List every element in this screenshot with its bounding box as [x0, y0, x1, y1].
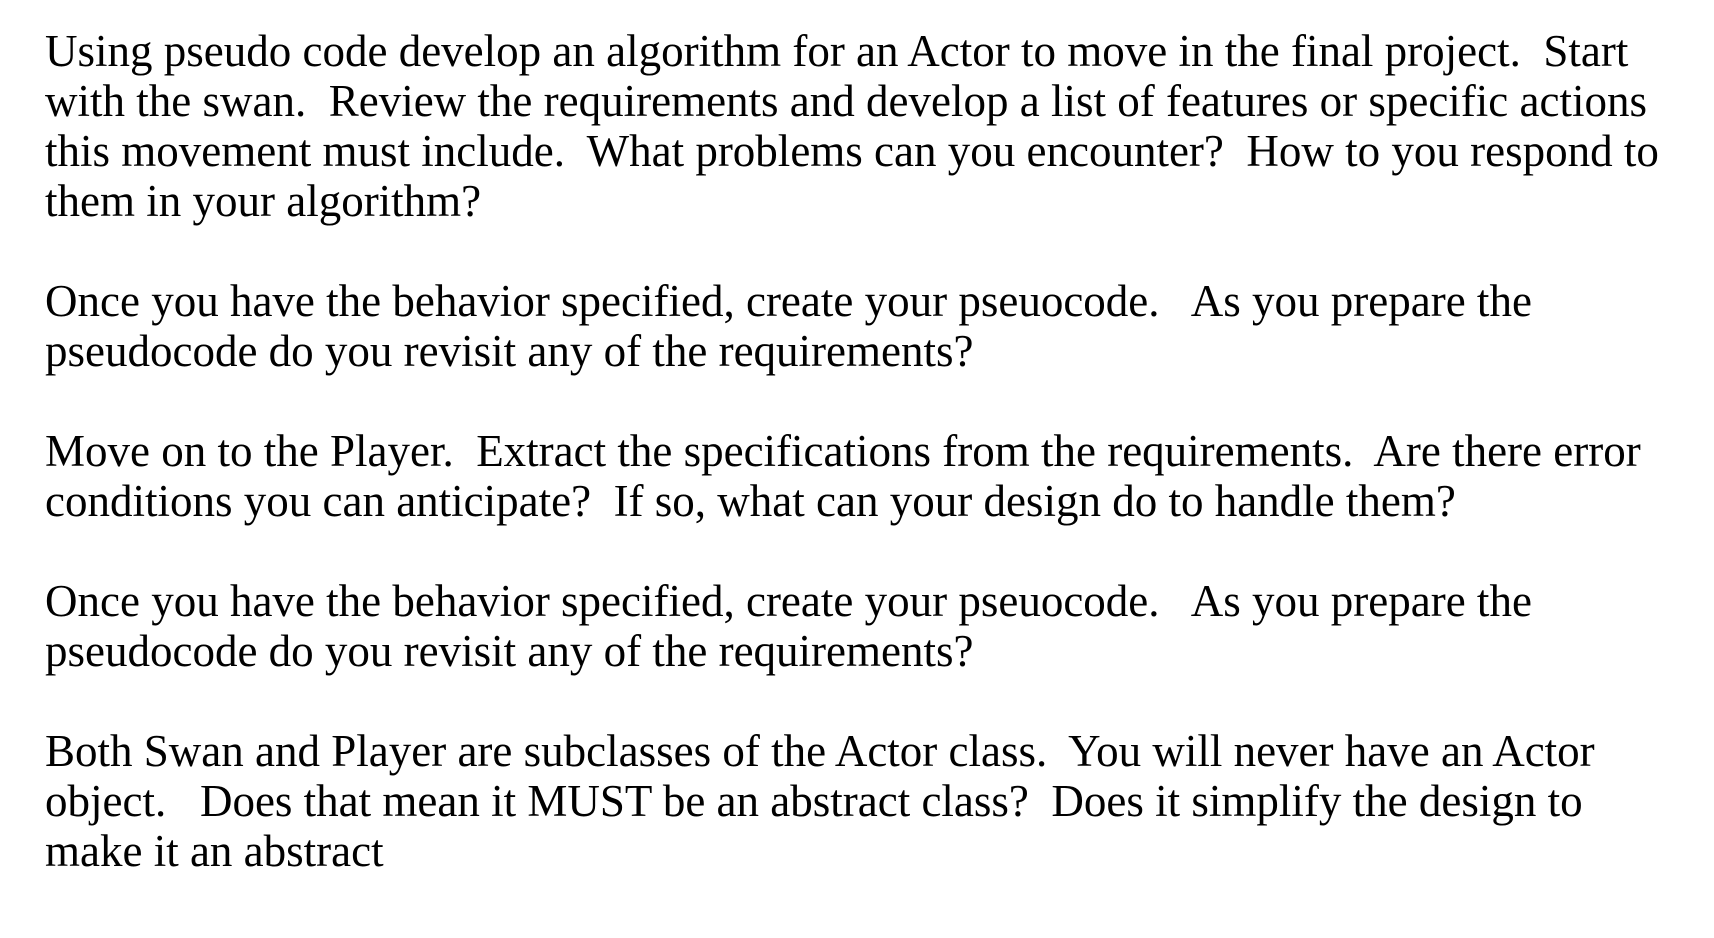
text-line: object. Does that mean it MUST be an abstract class? Does it simplify the design to: [45, 776, 1583, 826]
document-body: [45, 26, 1695, 926]
paragraph-swan-pseudocode: [45, 276, 1695, 376]
text-line: conditions you can anticipate? If so, what can your design do to handle them?: [45, 476, 1456, 526]
text-line: with the swan. Review the requirements and develop a list of features or specific actions: [45, 76, 1647, 126]
text-line: make it an abstract: [45, 826, 384, 876]
text-line: Using pseudo code develop an algorithm for an Actor to move in the final project. Start: [45, 26, 1629, 76]
paragraph-player-pseudocode: [45, 576, 1695, 676]
text-line: pseudocode do you revisit any of the requirements?: [45, 626, 974, 676]
paragraph-player-specifications: [45, 426, 1695, 526]
text-line: Once you have the behavior specified, create your pseuocode. As you prepare the: [45, 576, 1532, 626]
paragraph-abstract-class: [45, 726, 1695, 876]
text-line: pseudocode do you revisit any of the requirements?: [45, 326, 974, 376]
paragraph-actor-algorithm: [45, 26, 1695, 226]
text-line: them in your algorithm?: [45, 176, 482, 226]
text-line: Once you have the behavior specified, create your pseuocode. As you prepare the: [45, 276, 1532, 326]
text-line: this movement must include. What problems can you encounter? How to you respond to: [45, 126, 1659, 176]
text-line: Move on to the Player. Extract the specifications from the requirements. Are there error: [45, 426, 1641, 476]
text-line: Both Swan and Player are subclasses of the Actor class. You will never have an Actor: [45, 726, 1595, 776]
